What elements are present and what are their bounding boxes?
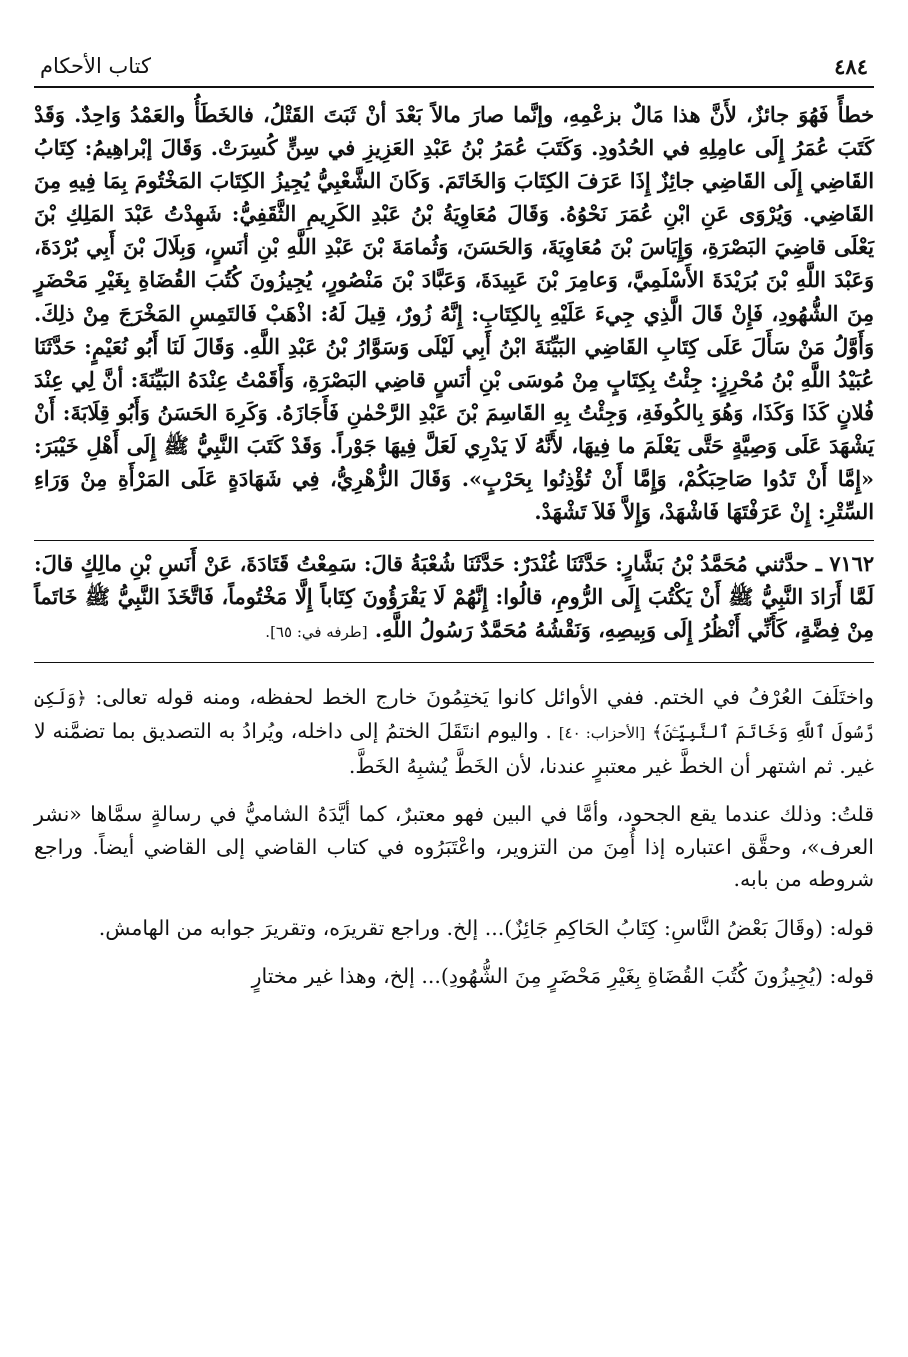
commentary-paragraph-2: قلتُ: وذلك عندما يقع الجحود، وأمَّا في البين فهو معتبرٌ، كما أيَّدَهُ الشاميُّ في رسالةٍ سمَّاها «نشر العرف»، وحقَّق اعتباره إذا أُمِنَ من التزوير، واعْتَبَرُوه في كتاب القاضي إلى القاضي أيضاً. وراجع شروطه من بابه. <box>34 802 874 891</box>
hadith-paragraph <box>34 547 874 649</box>
commentary-block <box>34 681 874 993</box>
commentary-paragraph-1 <box>34 681 874 783</box>
commentary-paragraph-4: قوله: (يُجِيزُونَ كُتُبَ القُضَاةِ بِغَيْرِ مَحْضَرٍ مِنَ الشُّهُودِ)... إلخ، وهذا غير مختارٍ <box>251 964 874 988</box>
hadith-text: ٧١٦٢ ـ حدَّثني مُحَمَّدُ بْنُ بَشَّارٍ: حَدَّثَنَا غُنْدَرٌ: حَدَّثَنَا شُعْبَةُ قالَ: سَمِعْتُ قَتَادَةَ، عَنْ أَنَسِ بْنِ مالِكٍ قالَ: لَمَّا أَرَادَ النَّبِيُّ ﷺ أَنْ يَكْتُبَ إِلَى الرُّومِ، قالُوا: إِنَّهُمْ لَا يَقْرَؤُونَ كِتَاباً إِلَّا مَخْتُوماً، فَاتَّخَذَ النَّبِيُّ ﷺ خَاتَماً مِنْ فِضَّةٍ، كَأَنِّي أَنْظُرُ إِلَى وَبِيصِهِ، وَنَقْشُهُ مُحَمَّدٌ رَسُولُ اللَّهِ. <box>34 551 874 643</box>
main-text: خطأً فَهُوَ جائزٌ، لأَنَّ هذا مَالٌ بزعْمِهِ، وإنَّما صارَ مالاً بَعْدَ أنْ ثَبَتَ القَتْلُ، فالخَطَأُ والعَمْدُ وَاحِدٌ. وَقَدْ كَتَبَ عُمَرُ إِلَى عامِلِهِ في الحُدُودِ. وَكَتَبَ عُمَرُ بْنُ عَبْدِ العَزِيزِ في سِنٍّ كُسِرَتْ. وَقَالَ إبْراهِيمُ: كِتَابُ القَاضِي إِلَى القَاضِي جائِزٌ إِذَا عَرَفَ الكِتَابَ وَالخَاتَمَ. وَكَانَ الشَّعْبِيُّ يُجِيزُ الكِتَابَ المَخْتُومَ بِمَا فِيهِ مِنَ القَاضِي. وَيُرْوَى عَنِ ابْنِ عُمَرَ نَحْوُهُ. وَقَالَ مُعَاوِيَةُ بْنُ عَبْدِ الكَرِيمِ الثَّقَفِيُّ: شَهِدْتُ عَبْدَ المَلِكِ بْنَ يَعْلَى قاضِيَ البَصْرَةِ، وَإِيَاسَ بْنَ مُعَاوِيَةَ، وَالحَسَنَ، وَثُمامَةَ بْنَ عَبْدِ اللَّهِ بْنِ أنَسٍ، وَبِلَالَ بْنَ أَبِي بُرْدَةَ، وَعَبْدَ اللَّهِ بْنَ بُرَيْدَةَ الأَسْلَمِيَّ، وَعامِرَ بْنَ عَبِيدَةَ، وَعَبَّادَ بْنَ مَنْصُورٍ، يُجِيزُونَ كُتُبَ القُضَاةِ بِغَيْرِ مَحْضَرٍ مِنَ الشُّهُودِ، فَإِنْ قَالَ الَّذِي جِيءَ عَلَيْهِ بِالكِتَابِ: إِنَّهُ زُورٌ، قِيلَ لَهُ: اذْهَبْ فَالتَمِسِ المَخْرَجَ مِنْ ذلِكَ. وَأَوَّلُ مَنْ سَأَلَ عَلَى كِتَابِ القَاضِي البَيِّنَةَ ابْنُ أَبِي لَيْلَى وَسَوَّارُ بْنُ عَبْدِ اللَّهِ. وَقَالَ لَنَا أَبُو نُعَيْمٍ: حَدَّثَنَا عُبَيْدُ اللَّهِ بْنُ مُحْرِزٍ: جِئْتُ بِكِتَابٍ مِنْ مُوسَى بْنِ أنَسٍ قاضِي البَصْرَةِ، وَأَقَمْتُ عِنْدَهُ البَيِّنَةَ: أنَّ لِي عِنْدَ فُلانٍ كَذَا وَكَذَا، وَهُوَ بِالكُوفَةِ، وَجِئْتُ بِهِ القَاسِمَ بْنَ عَبْدِ الرَّحْمٰنِ فَأَجَازَهُ. وَكَرِهَ الحَسَنُ وَأَبُو قِلَابَةَ: أَنْ يَشْهَدَ عَلَى وَصِيَّةٍ حَتَّى يَعْلَمَ ما فِيهَا، لأَنَّهُ لَا يَدْرِي لَعَلَّ فِيهَا جَوْراً. وَقَدْ كَتَبَ النَّبِيُّ ﷺ إِلَى أَهْلِ خَيْبَرَ: «إِمَّا أَنْ تَدُوا صَاحِبَكُمْ، وَإِمَّا أَنْ تُؤْذِنُوا بِحَرْبٍ». وَقَالَ الزُّهْرِيُّ، فِي شَهَادَةٍ عَلَى المَرْأَةِ مِنْ وَرَاءِ السِّتْرِ: إِنْ عَرَفْتَهَا فَاشْهَدْ، وَإِلاَّ فَلاَ تَشْهَدْ. <box>34 102 874 525</box>
book-title: كتاب الأحكام <box>40 54 151 78</box>
quran-reference: [الأحزاب: ٤٠] <box>558 724 646 742</box>
page-header <box>34 48 874 88</box>
quran-verse: ﴿وَلَكِن رَّسُولَ ٱللَّهِ وَخَاتَمَ ٱلنَّبِيِّـۧنَ﴾ <box>34 687 874 743</box>
commentary-paragraph-3: قوله: (وقَالَ بَعْضُ النَّاسِ: كِتَابُ الحَاكِمِ جَائِزٌ)... إلخ. وراجع تقريرَه، وتقريرَ جوابه من الهامش. <box>98 915 874 940</box>
hadith-block <box>34 547 874 649</box>
hadith-reference: [طرفه في: ٦٥]. <box>265 623 368 642</box>
main-text-block <box>34 98 874 528</box>
commentary-divider <box>34 662 874 663</box>
book-page <box>34 48 874 1338</box>
commentary-p1-before: واختَلَفَ العُرْفُ في الختم. ففي الأوائل كانوا يَختِمُونَ خارج الخط لحفظه، ومنه قوله تعالى: <box>86 684 874 709</box>
page-number: ٤٨٤ <box>834 54 868 79</box>
commentary-p1-after: . واليوم انتَقَلَ الختمُ إلى داخله، ويُرادُ به التصديق بما تضمَّنه لا غير. ثم اشتهر أن الخطَّ غير معتبرٍ عندنا، لأن الخَطَّ يُشبِهُ الخَطَّ. <box>34 719 874 778</box>
hadith-top-divider <box>34 540 874 541</box>
